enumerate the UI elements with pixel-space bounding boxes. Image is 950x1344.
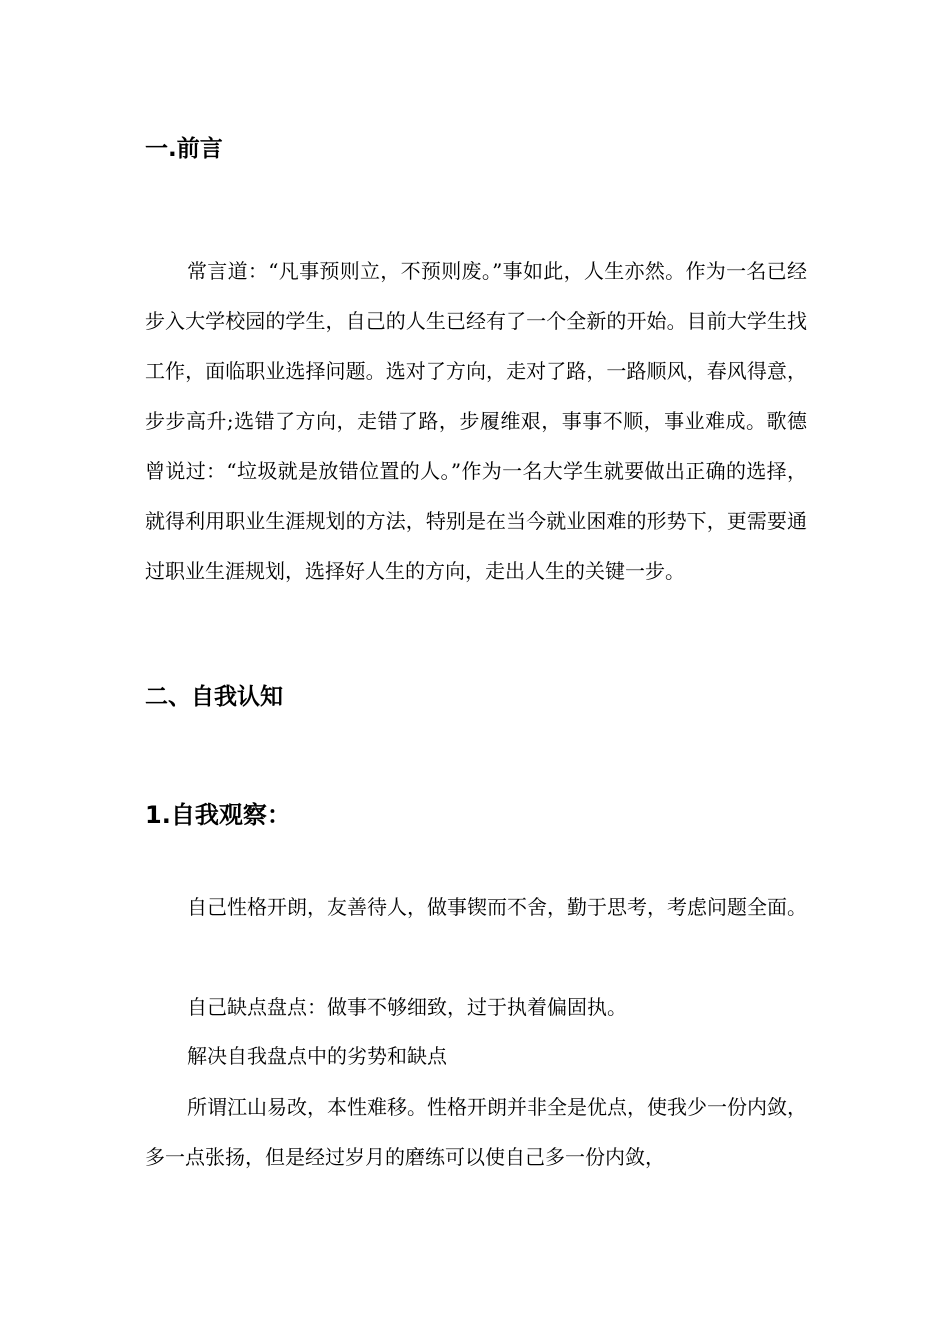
paragraph-solving-weaknesses: 解决自我盘点中的劣势和缺点 xyxy=(187,1044,447,1068)
preface-paragraph: 常言道：“凡事预则立，不预则废。”事如此，人生亦然。作为一名已经步入大学校园的学生，自己的人生已经有了一个全新的开始。目前大学生找工作，面临职业选择问题。选对了方向，走对了路，一路顺风，春风得意，步步高升;选错了方向，走错了路，步履维艰，事事不顺，事业难成。歌德曾说过：“垃圾就是放错位置的人。”作为一名大学生就要做出正确的选择，就得利用职业生涯规划的方法，特别是在当今就业困难的形势下，更需要通过职业生涯规划，选择好人生的方向，走出人生的关键一步。 xyxy=(145,259,807,583)
paragraph-personality-traits: 自己性格开朗，友善待人，做事锲而不舍，勤于思考，考虑问题全面。 xyxy=(187,895,807,919)
paragraph-nature-hard-to-change: 所谓江山易改，本性难移。性格开朗并非全是优点，使我少一份内敛，多一点张扬，但是经过岁月的磨练可以使自己多一份内敛， xyxy=(145,1095,807,1169)
section-heading-self-cognition: 二、自我认知 xyxy=(145,684,283,710)
subsection-heading-self-observation: 1.自我观察： xyxy=(145,801,291,829)
section-heading-preface: 一.前言 xyxy=(145,136,223,162)
paragraph-shortcomings: 自己缺点盘点：做事不够细致，过于执着偏固执。 xyxy=(187,995,627,1019)
